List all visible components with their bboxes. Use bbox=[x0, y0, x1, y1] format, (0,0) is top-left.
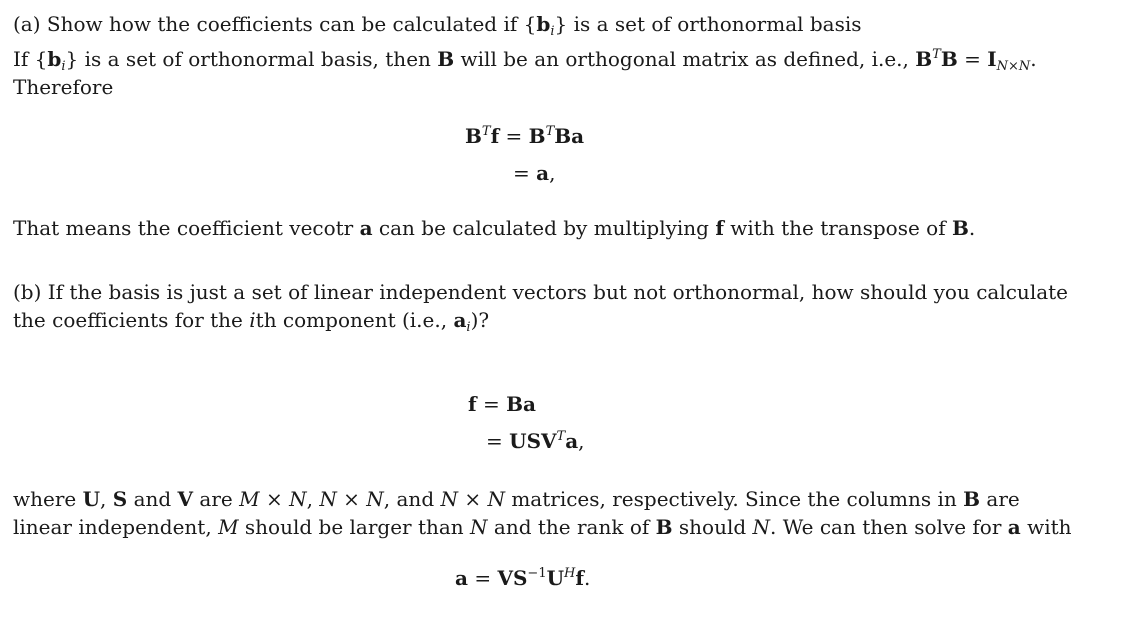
text: } is a set of orthonormal basis bbox=[554, 12, 862, 36]
math-eq: = bbox=[486, 429, 510, 453]
math-USV: USV bbox=[509, 429, 557, 453]
equation-b-final bbox=[455, 565, 590, 591]
text: can be calculated by multiplying bbox=[372, 216, 716, 240]
equation-b-2 bbox=[486, 428, 585, 454]
math-B: B bbox=[437, 47, 455, 71]
math-f: f bbox=[715, 216, 724, 240]
part-b-where-line2 bbox=[13, 515, 1072, 539]
math-eq: = bbox=[476, 392, 507, 416]
text: where bbox=[13, 487, 83, 511]
math-sub-i: i bbox=[61, 59, 66, 74]
part-b-question-line2 bbox=[13, 308, 490, 335]
math-N: N bbox=[487, 487, 505, 511]
math-N: N bbox=[289, 487, 307, 511]
text: , bbox=[549, 161, 556, 185]
text: . We can then solve for bbox=[770, 515, 1008, 539]
math-sup-T: T bbox=[545, 124, 555, 139]
math-a: a bbox=[455, 566, 468, 590]
math-Ba: Ba bbox=[506, 392, 536, 416]
math-sub-NxN: N×N bbox=[996, 59, 1031, 74]
math-N: N bbox=[470, 515, 488, 539]
part-b-where-line1 bbox=[13, 487, 1020, 511]
math-B: B bbox=[465, 124, 482, 148]
math-b: b bbox=[47, 47, 62, 71]
math-N: N bbox=[366, 487, 384, 511]
math-B: B bbox=[940, 47, 958, 71]
math-eq: = bbox=[467, 566, 498, 590]
text: , bbox=[578, 429, 585, 453]
math-i: i bbox=[249, 308, 256, 332]
math-U: U bbox=[82, 487, 101, 511]
math-a: a bbox=[565, 429, 579, 453]
math-S: S bbox=[112, 487, 128, 511]
text: . bbox=[1030, 47, 1037, 71]
math-VS: VS bbox=[497, 566, 528, 590]
part-a-heading bbox=[13, 12, 862, 39]
text: That means the coefficient vecotr bbox=[13, 216, 360, 240]
text: are bbox=[980, 487, 1020, 511]
text: with bbox=[1020, 515, 1072, 539]
equation-a-1 bbox=[465, 123, 584, 149]
math-times: × bbox=[457, 487, 488, 511]
text: will be an orthogonal matrix as defined, i.e., bbox=[454, 47, 916, 71]
math-B: B bbox=[963, 487, 981, 511]
part-a-line2 bbox=[13, 75, 113, 99]
math-sup-inverse: −1 bbox=[527, 566, 547, 581]
text: should be larger than bbox=[238, 515, 471, 539]
text: matrices, respectively. Since the columns in bbox=[504, 487, 964, 511]
math-Ba: Ba bbox=[554, 124, 585, 148]
math-B: B bbox=[655, 515, 673, 539]
math-b: b bbox=[536, 12, 551, 36]
text: are bbox=[193, 487, 240, 511]
math-I: I bbox=[987, 47, 997, 71]
math-M: M bbox=[239, 487, 260, 511]
equation-a-2 bbox=[513, 160, 555, 186]
math-B: B bbox=[951, 216, 969, 240]
math-U: U bbox=[546, 566, 565, 590]
math-B: B bbox=[528, 124, 546, 148]
math-f: f bbox=[575, 566, 584, 590]
text: } is a set of orthonormal basis, then bbox=[65, 47, 438, 71]
text: linear independent, bbox=[13, 515, 219, 539]
text: and the rank of bbox=[487, 515, 656, 539]
math-N: N bbox=[440, 487, 458, 511]
math-sub-i: i bbox=[550, 24, 555, 39]
math-sup-T: T bbox=[556, 429, 566, 444]
math-times: × bbox=[259, 487, 290, 511]
text: (b) If the basis is just a set of linear independent vectors but not orthonormal, how should you calculate bbox=[13, 280, 1069, 304]
text: . bbox=[968, 216, 976, 240]
text: Therefore bbox=[13, 75, 114, 99]
equation-b-1 bbox=[468, 391, 536, 417]
math-a: a bbox=[536, 161, 550, 185]
math-M: M bbox=[218, 515, 239, 539]
part-a-conclusion bbox=[13, 216, 975, 240]
text: If { bbox=[13, 47, 48, 71]
text: (a) Show how the coefficients can be calculated if { bbox=[13, 12, 537, 36]
math-sub-i: i bbox=[466, 320, 471, 335]
math-sup-T: T bbox=[932, 47, 941, 62]
math-N: N bbox=[752, 515, 771, 539]
text: the coefficients for the bbox=[13, 308, 250, 332]
math-sup-H: H bbox=[564, 566, 576, 581]
math-f: f bbox=[490, 124, 500, 148]
math-V: V bbox=[177, 487, 194, 511]
math-B: B bbox=[915, 47, 933, 71]
text: )? bbox=[470, 308, 490, 332]
math-a: a bbox=[359, 216, 373, 240]
math-eq: = bbox=[499, 124, 529, 148]
text: . bbox=[584, 566, 591, 590]
text: should bbox=[672, 515, 753, 539]
text: , bbox=[100, 487, 113, 511]
text: th component (i.e., bbox=[255, 308, 454, 332]
math-N: N bbox=[319, 487, 337, 511]
text: with the transpose of bbox=[723, 216, 952, 240]
math-times: × bbox=[336, 487, 367, 511]
math-a: a bbox=[453, 308, 467, 332]
math-f: f bbox=[468, 392, 477, 416]
part-a-line1 bbox=[13, 47, 1037, 74]
math-eq: = bbox=[957, 47, 988, 71]
text: and bbox=[127, 487, 178, 511]
math-eq: = bbox=[513, 161, 537, 185]
text: , bbox=[306, 487, 320, 511]
part-b-question-line1 bbox=[13, 280, 1068, 304]
math-sup-T: T bbox=[481, 124, 491, 139]
text: , and bbox=[383, 487, 441, 511]
math-a: a bbox=[1007, 515, 1021, 539]
